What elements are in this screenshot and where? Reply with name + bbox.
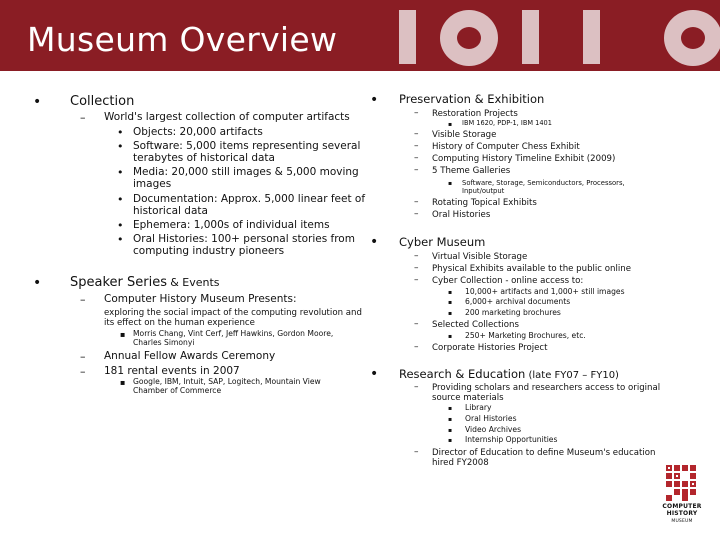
collection-item: historical data [133,205,208,217]
collection-item: computing industry pioneers [133,245,285,257]
dash-marker: – [414,153,419,163]
collection-item: Objects: 20,000 artifacts [133,126,263,138]
preservation-heading: Preservation & Exhibition [399,92,545,106]
research-heading-main: Research & Education [399,367,526,381]
presents-description: its effect on the human experience [104,318,255,328]
bullet-marker: ▪ [448,427,453,434]
bullet-marker: ▪ [448,289,453,296]
collection-item: Oral Histories: 100+ personal stories from [133,233,355,245]
fellow-awards: Annual Fellow Awards Ceremony [104,350,276,362]
bullet-marker: • [33,94,42,110]
bullet-marker: ▪ [448,299,453,306]
title-bar [0,0,720,71]
exhibit-item: Computing History Timeline Exhibit (2009) [432,154,616,164]
logo-text: MUSEUM [671,519,693,524]
dash-marker: – [414,275,419,285]
rental-clients: Google, IBM, Intuit, SAP, Logitech, Mountain View [133,377,321,386]
cyber-item: Virtual Visible Storage [432,252,528,262]
logo-grid-icon [665,464,701,502]
restoration-projects: Restoration Projects [432,109,518,119]
research-item: Internship Opportunities [465,435,558,444]
bullet-marker: • [117,193,124,206]
bullet-marker: ▪ [448,180,453,187]
director-education: Director of Education to define Museum's education [432,448,656,458]
research-provide: Providing scholars and researchers access to original [432,383,661,393]
restoration-items: IBM 1620, PDP-1, IBM 1401 [462,119,552,127]
dash-marker: – [414,319,419,329]
dash-marker: – [414,141,419,151]
cyber-collection-item: 10,000+ artifacts and 1,000+ still images [465,287,625,296]
bullet-marker: ▪ [120,330,126,339]
bullet-marker: • [117,140,124,153]
dash-marker: – [80,293,86,306]
bullet-marker: ▪ [448,121,453,128]
speaker-heading-main: Speaker Series [70,275,167,290]
gallery-topics: Software, Storage, Semiconductors, Processors, [462,179,625,187]
bullet-marker: • [117,166,124,179]
dash-marker: – [80,350,86,363]
research-provide: source materials [432,393,504,403]
dash-marker: – [414,165,419,175]
research-item: Library [465,403,492,412]
cyber-heading: Cyber Museum [399,235,486,249]
rental-clients: Chamber of Commerce [133,386,222,395]
exhibit-item: History of Computer Chess Exhibit [432,142,580,152]
cyber-collection-item: 200 marketing brochures [465,308,561,317]
bullet-marker: ▪ [448,405,453,412]
bullet-marker: ▪ [448,333,453,340]
cyber-collection-item: 6,000+ archival documents [465,297,571,306]
research-item: Oral Histories [465,414,517,423]
page-title: Museum Overview [27,20,338,59]
cyber-item: Cyber Collection - online access to: [432,276,584,286]
speaker-heading [70,275,220,290]
dash-marker: – [414,209,419,219]
research-item: Video Archives [465,425,522,434]
dash-marker: – [414,382,419,392]
dash-marker: – [414,447,419,457]
dash-marker: – [414,263,419,273]
bullet-marker: ▪ [120,378,126,387]
dash-marker: – [80,111,86,124]
selected-collections-item: 250+ Marketing Brochures, etc. [465,331,586,340]
dash-marker: – [414,129,419,139]
rental-events: 181 rental events in 2007 [104,365,240,377]
cyber-item: Physical Exhibits available to the public online [432,264,631,274]
presents-people: Charles Simonyi [133,338,195,347]
bullet-marker: ▪ [448,437,453,444]
exhibit-item: 5 Theme Galleries [432,166,511,176]
collection-heading: Collection [70,94,135,109]
research-heading [399,368,619,382]
dash-marker: – [414,108,419,118]
collection-subheading: World's largest collection of computer artifacts [104,111,350,123]
selected-collections: Selected Collections [432,320,519,330]
bullet-marker: • [370,92,379,108]
dash-marker: – [80,365,86,378]
dash-marker: – [414,197,419,207]
dash-marker: – [414,342,419,352]
research-heading-period: (late FY07 – FY10) [528,370,619,381]
director-education: hired FY2008 [432,458,489,468]
collection-item: Ephemera: 1,000s of individual items [133,219,330,231]
logo-text: HISTORY [666,510,698,517]
bullet-marker: • [370,366,379,382]
gallery-topics: Input/output [462,187,505,195]
bullet-marker: • [117,219,124,232]
presents-label: Computer History Museum Presents: [104,293,297,305]
collection-item: Software: 5,000 items representing several [133,140,361,152]
bullet-marker: • [370,234,379,250]
exhibit-item: Rotating Topical Exhibits [432,198,537,208]
bullet-marker: • [117,233,124,246]
collection-item: Documentation: Approx. 5,000 linear feet of [133,193,366,205]
collection-item: Media: 20,000 still images & 5,000 moving [133,166,359,178]
collection-item: terabytes of historical data [133,152,275,164]
speaker-heading-events: & Events [170,276,220,289]
collection-item: images [133,178,172,190]
corporate-histories: Corporate Histories Project [432,343,548,353]
bullet-marker: • [33,275,42,291]
bullet-marker: ▪ [448,310,453,317]
bullet-marker: ▪ [448,416,453,423]
exhibit-item: Oral Histories [432,210,491,220]
dash-marker: – [414,251,419,261]
exhibit-item: Visible Storage [432,130,497,140]
logo-text: COMPUTER [662,503,702,510]
bullet-marker: • [117,126,124,139]
presents-people: Morris Chang, Vint Cerf, Jeff Hawkins, Gordon Moore, [133,329,334,338]
presents-description: exploring the social impact of the computing revolution and [104,308,362,318]
